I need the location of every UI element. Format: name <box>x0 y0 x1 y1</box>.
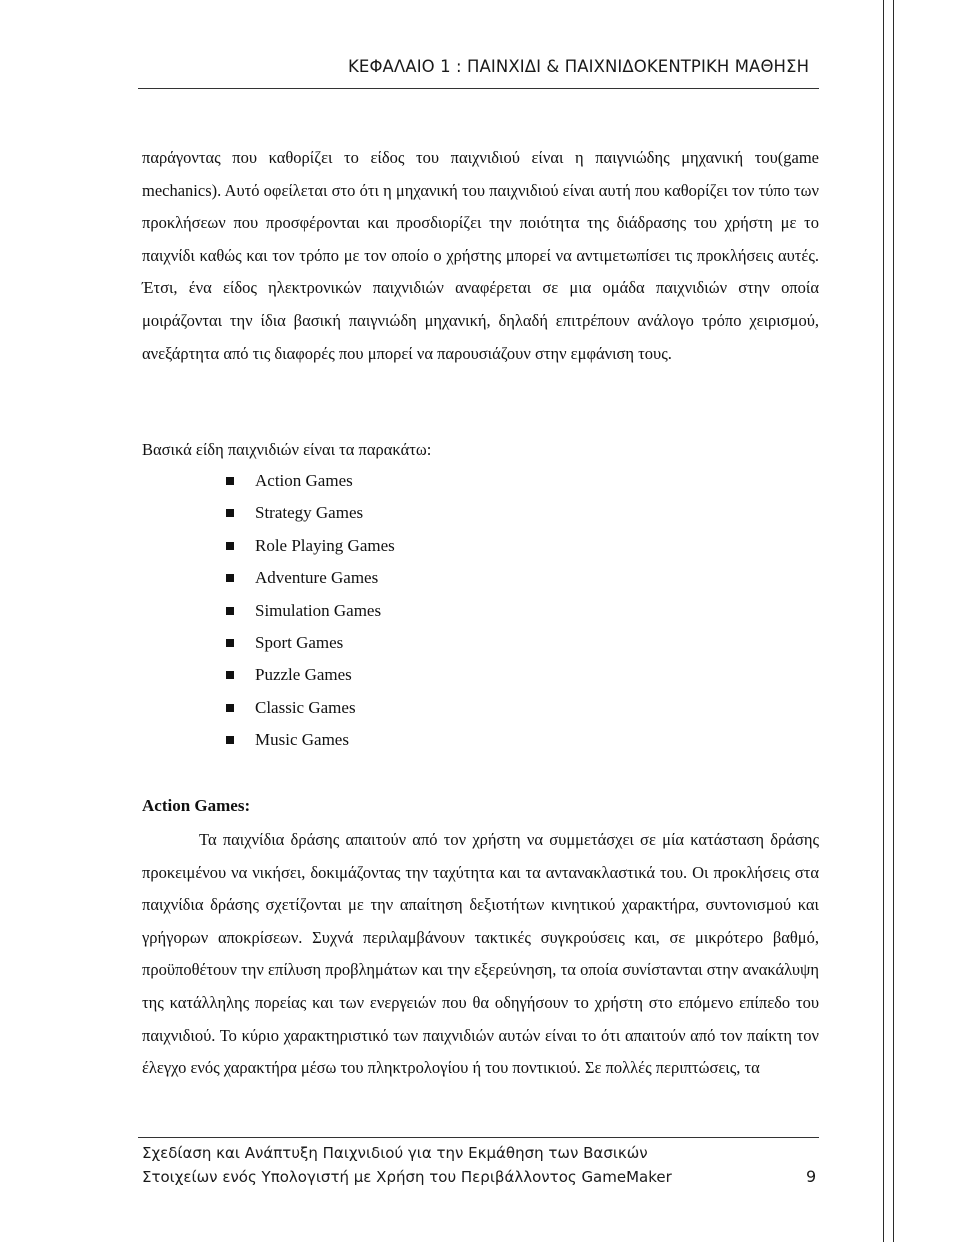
list-item <box>224 692 395 724</box>
square-bullet-icon <box>226 542 234 550</box>
list-item <box>224 724 395 756</box>
list-item-label: Sport Games <box>255 632 344 652</box>
list-item <box>224 627 395 659</box>
running-footer <box>142 1141 672 1189</box>
list-item <box>224 465 395 497</box>
square-bullet-icon <box>226 477 234 485</box>
footer-line-1: Σχεδίαση και Ανάπτυξη Παιχνιδιού για την Εκμάθηση των Βασικών <box>142 1144 648 1162</box>
page-number: 9 <box>806 1167 817 1186</box>
list-item <box>224 659 395 691</box>
list-item-label: Role Playing Games <box>255 535 395 555</box>
section-heading: Action Games: <box>142 796 251 815</box>
square-bullet-icon <box>226 607 234 615</box>
list-item <box>224 497 395 529</box>
page-edge-bar <box>883 0 894 1242</box>
body-paragraph-2: Βασικά είδη παιχνιδιών είναι τα παρακάτω: <box>142 440 432 459</box>
list-item-label: Music Games <box>255 730 349 750</box>
square-bullet-icon <box>226 509 234 517</box>
list-item <box>224 530 395 562</box>
running-header: ΚΕΦΑΛΑΙΟ 1 : ΠΑΙΝΧΙΔΙ & ΠΑΙΧΝΙΔΟΚΕΝΤΡΙΚΗ ΜΑΘΗΣΗ <box>348 57 810 76</box>
list-item-label: Puzzle Games <box>255 665 352 685</box>
footer-divider <box>138 1137 819 1138</box>
body-paragraph-1: παράγοντας που καθορίζει το είδος του παιχνιδιού είναι η παιγνιώδης μηχανική του(game mechanics). Αυτό οφείλεται στο ότι η μηχανική του παιχνιδιού είναι αυτή που καθορίζει τον τύπο των προκλήσεων που προσφέρονται και προσδιορίζει την ποιότητα της διάδρασης του χρήστη με το παιχνίδι καθώς και τον τρόπο με τον οποίο ο χρήστης μπορεί να αντιμετωπίσει τις προκλήσεις αυτές. Έτσι, ένα είδος ηλεκτρονικών παιχνιδιών αναφέρεται σε μια ομάδα παιχνιδιών στην οποία μοιράζονται την ίδια βασική παιγνιώδη μηχανική, δηλαδή επιτρέπουν ανάλογο τρόπο χειρισμού, ανεξάρτητα από τις διαφορές που μπορεί να παρουσιάζουν στην εμφάνιση τους. <box>142 148 819 363</box>
genre-list <box>224 465 395 757</box>
square-bullet-icon <box>226 704 234 712</box>
square-bullet-icon <box>226 736 234 744</box>
list-item-label: Action Games <box>255 471 353 490</box>
body-paragraph-3: Τα παιχνίδια δράσης απαιτούν από τον χρήστη να συμμετάσχει σε μία κατάσταση δράσης προκειμένου να νικήσει, δοκιμάζοντας την ταχύτητα και τα αντανακλαστικά του. Οι προκλήσεις στα παιχνίδια δράσης σχετίζονται με την απαίτηση δεξιοτήτων κινητικού χαρακτήρα, συντονισμού και γρήγορων αποκρίσεων. Συχνά περιλαμβάνουν τακτικές συγκρούσεις και, σε μικρότερο βαθμό, προϋποθέτουν την επίλυση προβλημάτων και την εξερεύνηση, τα οποία συνίστανται στην ανακάλυψη της κατάλληλης πορείας και των ενεργειών που θα οδηγήσουν το χρήστη στο επόμενο επίπεδο του παιχνιδιού. Το κύριο χαρακτηριστικό των παιχνιδιών αυτών είναι το ότι απαιτούν από τον παίκτη τον έλεγχο ενός χαρακτήρα μέσω του πληκτρολογίου ή του ποντικιού. Σε πολλές περιπτώσεις, τα <box>142 830 819 1078</box>
header-divider <box>138 88 819 89</box>
list-item-label: Simulation Games <box>255 600 382 620</box>
list-item-label: Adventure Games <box>255 568 379 588</box>
square-bullet-icon <box>226 639 234 647</box>
footer-line-2: Στοιχείων ενός Υπολογιστή με Χρήση του Περιβάλλοντος GameMaker <box>142 1168 672 1186</box>
list-item-label: Classic Games <box>255 697 356 717</box>
list-item <box>224 595 395 627</box>
square-bullet-icon <box>226 574 234 582</box>
list-item-label: Strategy Games <box>255 503 364 523</box>
square-bullet-icon <box>226 671 234 679</box>
list-item <box>224 562 395 594</box>
